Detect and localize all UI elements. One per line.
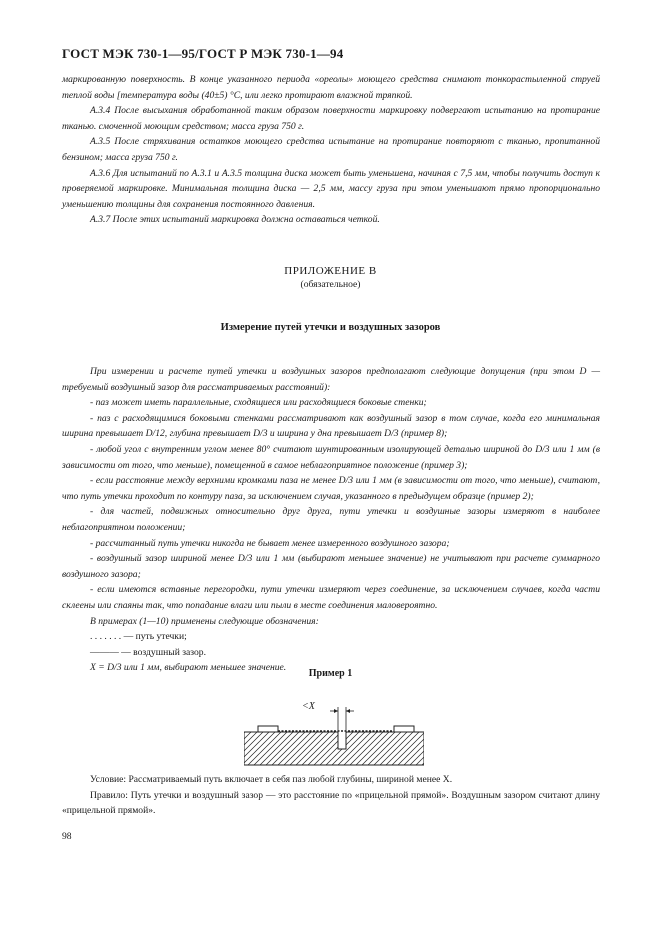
legend-x-definition: X = D/3 или 1 мм, выбирают меньшее значение. bbox=[90, 662, 287, 674]
section-title: Измерение путей утечки и воздушных зазоров bbox=[220, 322, 441, 333]
body-paragraph: При измерении и расчете путей утечки и воздушных зазоров предполагают следующие допущения (при этом D — требуемый воздушный зазор для рассматриваемых расстояний): bbox=[62, 366, 600, 393]
legend-leakage-path: . . . . . . . — путь утечки; bbox=[90, 631, 187, 643]
body-paragraph: - если расстояние между верхними кромками паза не менее D/3 или 1 мм (в зависимости от того, что меньше), считают, что путь утечки проходит по контуру паза, за исключением случая, указанного в предыдущем образце (пример 2); bbox=[62, 475, 600, 502]
rule-text: Правило: Путь утечки и воздушный зазор — это расстояние по «прицельной прямой». Воздушным зазором считают длину «прицельной прямой». bbox=[62, 789, 600, 817]
body-paragraph: - паз может иметь параллельные, сходящиеся или расходящиеся боковые стенки; bbox=[90, 397, 427, 409]
legend-air-gap: ——— — воздушный зазор. bbox=[90, 646, 207, 658]
intro-section bbox=[62, 72, 600, 228]
left-conductor bbox=[258, 726, 278, 732]
insulating-body bbox=[244, 732, 424, 765]
arrowhead-right bbox=[346, 709, 350, 713]
annex-title: ПРИЛОЖЕНИЕ В bbox=[284, 265, 377, 277]
body-paragraph: - рассчитанный путь утечки никогда не бывает менее измеренного воздушного зазора; bbox=[90, 537, 450, 549]
intro-paragraph: А.3.4 После высыхания обработанной таким образом поверхности маркировку подвергают испытанию на протирание тканью. смоченной моющим средством; масса груза 750 г. bbox=[62, 105, 600, 132]
intro-paragraph: маркированную поверхность. В конце указанного периода «ореолы» моющего средства снимают тонкорастыленной струей теплой воды [температура воды (40±5) °С, или легко протирают влажной тряпкой. bbox=[62, 74, 600, 101]
body-paragraph: - воздушный зазор шириной менее D/3 или 1 мм (выбирают меньшее значение) не учитывают при расчете суммарного воздушного зазора; bbox=[62, 553, 600, 580]
dimension-label: <X bbox=[302, 701, 315, 712]
body-paragraph: - любой угол с внутренним углом менее 80° считают шунтированным изолирующей деталью шириной до D/3 или 1 мм (в зависимости от того, что меньше), помещенной в самое неблагоприятное положение (пример 3); bbox=[62, 443, 600, 471]
page-header: ГОСТ МЭК 730-1—95/ГОСТ Р МЭК 730-1—94 bbox=[62, 46, 344, 61]
intro-paragraph: А.3.6 Для испытаний по А.3.1 и А.3.5 толщина диска может быть уменьшена, начиная с 7,5 мм, чтобы получить доступ к проверяемой маркировке. Минимальная толщина диска — 2,5 мм, массу груза при этом уменьшают прямо пропорционально уменьшению толщины для сохранения постоянного давления. bbox=[62, 167, 600, 210]
assumptions-section bbox=[62, 364, 600, 676]
page-number: 98 bbox=[62, 831, 72, 842]
right-conductor bbox=[394, 726, 414, 732]
annex-subtitle: (обязательное) bbox=[300, 279, 361, 290]
body-paragraph: - для частей, подвижных относительно друг друга, пути утечки и воздушные зазоры измеряют в наиболее неблагоприятном положении; bbox=[62, 506, 600, 533]
intro-paragraph: А.3.7 После этих испытаний маркировка должна оставаться четкой. bbox=[90, 214, 380, 226]
arrowhead-left bbox=[334, 709, 338, 713]
condition-text: Условие: Рассматриваемый путь включает в себя паз любой глубины, шириной менее X. bbox=[90, 774, 453, 785]
example-1-figure bbox=[244, 697, 424, 767]
example-description bbox=[62, 772, 600, 819]
body-paragraph: - если имеются вставные перегородки, пути утечки измеряют через соединение, за исключением случаев, когда части склеены или спаяны так, что попадание влаги или пыли в месте соединения маловероятно. bbox=[62, 584, 600, 611]
example-title: Пример 1 bbox=[308, 668, 353, 679]
body-paragraph: - паз с расходящимися боковыми стенками рассматривают как воздушный зазор в том случае, когда его минимальная ширина превышает D/12, глубина превышает D/3 и ширина у дна превышает D/3 (пример 8); bbox=[62, 412, 600, 440]
intro-paragraph: А.3.5 После стряхивания остатков моющего средства испытание на протирание повторяют с тканью, пропитанной бензином; масса груза 750 г. bbox=[62, 136, 600, 163]
body-paragraph: В примерах (1—10) применены следующие обозначения: bbox=[90, 615, 319, 627]
